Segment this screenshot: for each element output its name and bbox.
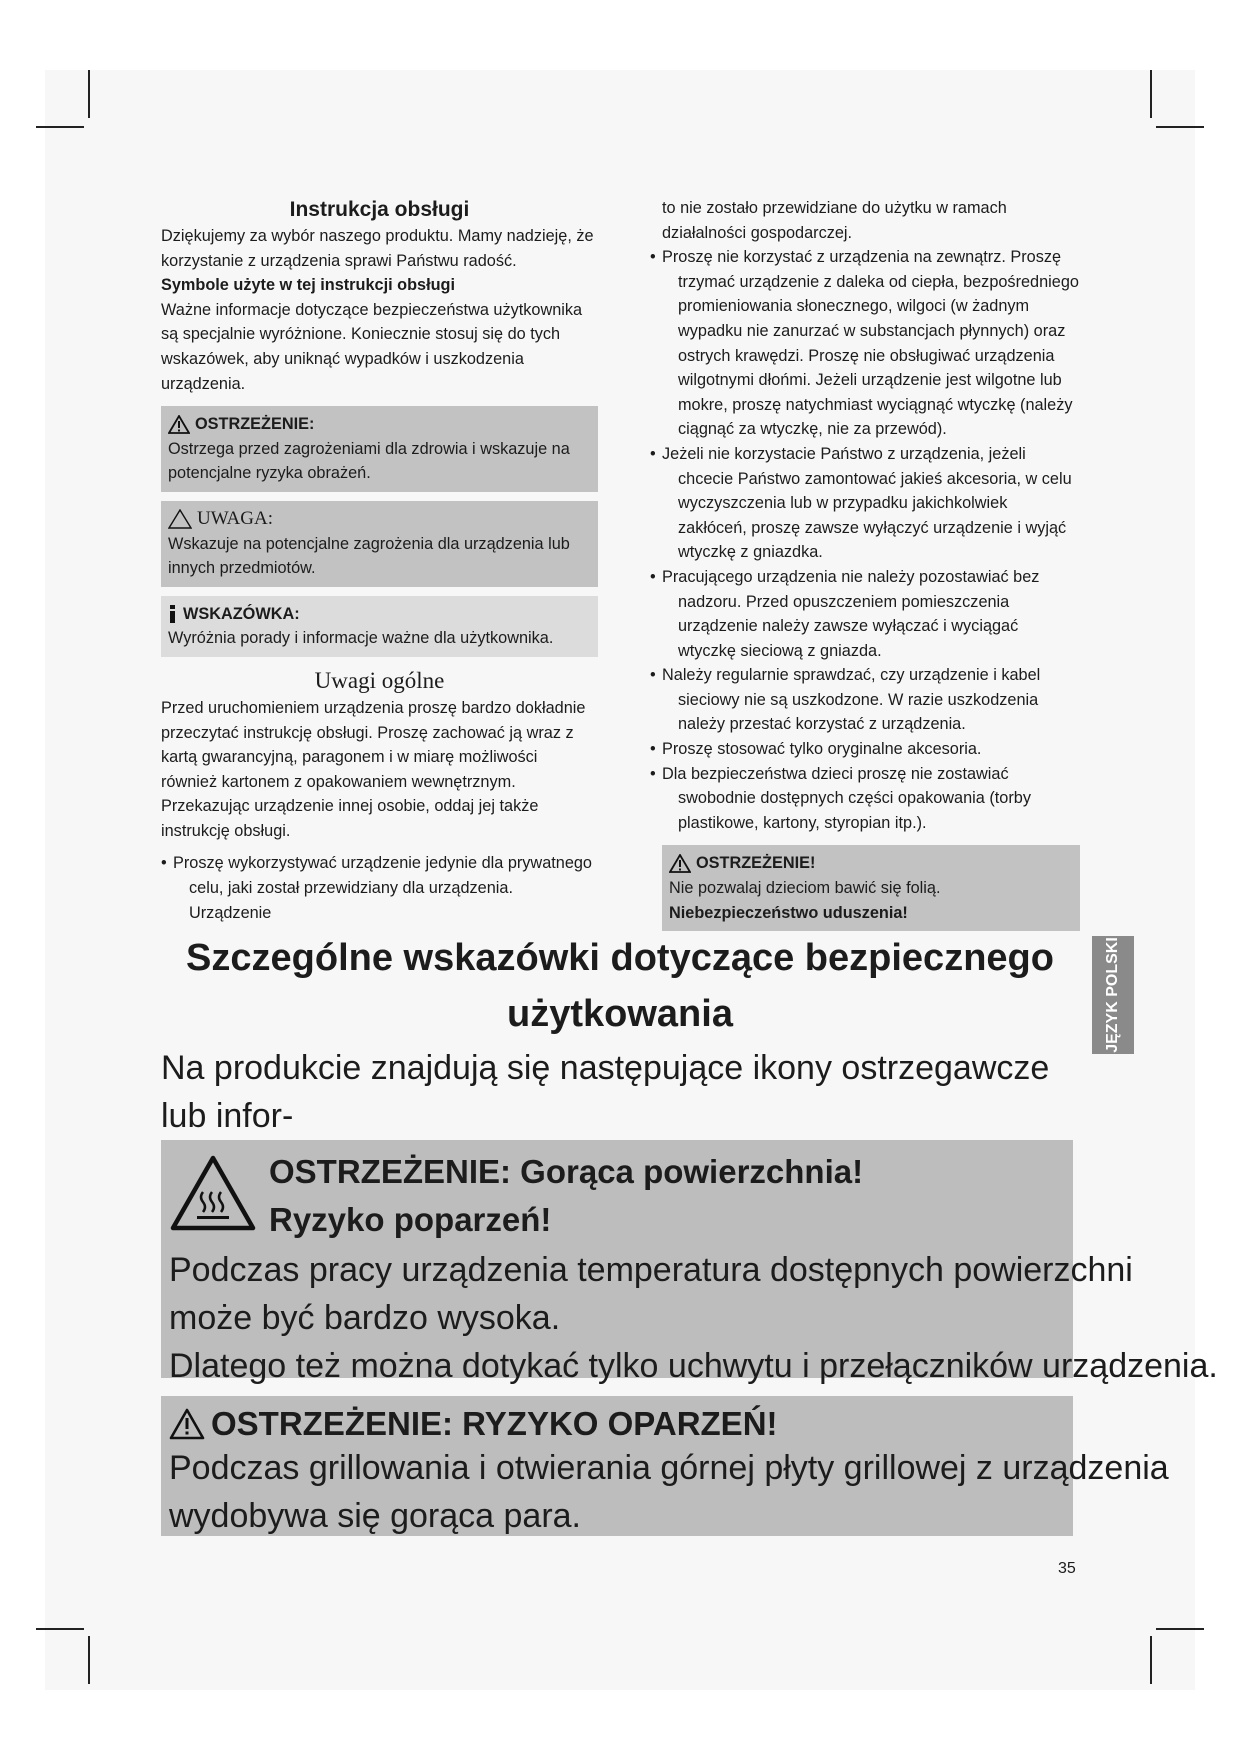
general-bullets xyxy=(161,851,598,925)
hot-surface-warning-icon xyxy=(169,1154,257,1232)
hot-surface-body-line2: może być bardzo wysoka. xyxy=(169,1299,561,1337)
warning-box xyxy=(161,406,598,492)
note-label: WSKAZÓWKA: xyxy=(183,604,300,623)
warning-triangle-icon xyxy=(168,509,192,529)
hot-surface-warning-box xyxy=(161,1140,1218,1385)
info-icon xyxy=(168,605,177,623)
warning-triangle-icon xyxy=(669,854,691,873)
burn-risk-warning-box xyxy=(161,1396,1169,1536)
burn-risk-title-text: OSTRZEŻENIE: RYZYKO OPARZEŃ! xyxy=(211,1405,778,1442)
language-tab-label: JĘZYK POLSKI xyxy=(1104,937,1121,1053)
hot-surface-body-line3: Dlatego też można dotykać tylko uchwytu i przełączników urządzenia. xyxy=(169,1347,1218,1385)
crop-mark xyxy=(1150,70,1152,118)
note-box-title xyxy=(168,602,591,627)
hot-surface-title-line1: OSTRZEŻENIE: Gorąca powierzchnia! xyxy=(269,1153,864,1190)
crop-mark xyxy=(1156,126,1204,128)
children-warning-line2: Niebezpieczeństwo uduszenia! xyxy=(669,903,908,922)
burn-risk-body-line1: Podczas grillowania i otwierania górnej płyty grillowej z urządzenia xyxy=(169,1449,1169,1487)
hot-surface-title xyxy=(269,1148,863,1244)
general-paragraph: Przed uruchomieniem urządzenia proszę bardzo dokładnie przeczytać instrukcję obsługi. Proszę zachować ją wraz z kartą gwarancyjną, paragonem i w miarę możliwości również kartonem z opakowaniem wewnętrznym. Przekazując urządzenie innej osobie, oddaj jej także instrukcję obsługi. xyxy=(161,698,586,840)
left-column xyxy=(161,196,598,925)
children-warning-title xyxy=(669,851,1073,876)
list-item: • Pracującego urządzenia nie należy pozostawiać bez nadzoru. Przed opuszczeniem pomieszczenia urządzenie należy zawsze wyłączać i wyciągać wtyczkę sieciową z gniazda. xyxy=(650,565,1080,663)
list-item: • Dla bezpieczeństwa dzieci proszę nie zostawiać swobodnie dostępnych części opakowania (torby plastikowe, kartony, styropian itp.). xyxy=(650,762,1080,836)
language-tab xyxy=(1092,936,1134,1054)
crop-mark xyxy=(36,126,84,128)
children-warning-box xyxy=(662,845,1080,931)
page-number: 35 xyxy=(1058,1560,1076,1577)
caution-text: Wskazuje na potencjalne zagrożenia dla urządzenia lub innych przedmiotów. xyxy=(168,534,570,578)
crop-mark xyxy=(88,1636,90,1684)
right-column xyxy=(650,196,1080,940)
crop-mark xyxy=(1156,1628,1204,1630)
hot-surface-body-line1: Podczas pracy urządzenia temperatura dostępnych powierzchni xyxy=(169,1251,1133,1289)
children-warning-label: OSTRZEŻENIE! xyxy=(696,854,816,873)
burn-risk-body xyxy=(169,1444,1169,1540)
special-intro-line1: Na produkcie znajdują się następujące ikony ostrzegawcze lub infor- xyxy=(161,1049,1050,1135)
hot-surface-title-line2: Ryzyko poparzeń! xyxy=(269,1201,552,1238)
caution-box xyxy=(161,501,598,587)
note-box xyxy=(161,596,598,657)
crop-mark xyxy=(36,1628,84,1630)
burn-risk-title xyxy=(169,1400,778,1448)
manual-title: Instrukcja obsługi xyxy=(289,198,470,221)
caution-box-title xyxy=(168,507,591,532)
warning-box-title xyxy=(168,412,591,437)
children-warning-line1: Nie pozwalaj dzieciom bawić się folią. xyxy=(669,879,941,898)
list-item: • Proszę wykorzystywać urządzenie jedynie dla prywatnego celu, jaki został przewidziany dla urządzenia. Urządzenie xyxy=(161,851,598,925)
list-item: • Należy regularnie sprawdzać, czy urządzenie i kabel sieciowy nie są uszkodzone. W razie uszkodzenia należy przestać korzystać z urządzenia. xyxy=(650,663,1080,737)
burn-risk-body-line2: wydobywa się gorąca para. xyxy=(169,1497,582,1535)
symbols-paragraph: Ważne informacje dotyczące bezpieczeństwa użytkownika są specjalnie wyróżnione. Koniecznie stosuj się do tych wskazówek, aby uniknąć wypadków i uszkodzenia urządzenia. xyxy=(161,300,583,393)
special-title-line1: Szczególne wskazówki dotyczące bezpiecznego xyxy=(186,937,1054,979)
warning-label: OSTRZEŻENIE: xyxy=(195,415,315,434)
safety-bullets xyxy=(650,245,1080,835)
special-title-line2: użytkowania xyxy=(507,993,733,1035)
hot-surface-body xyxy=(169,1246,1218,1390)
note-text: Wyróżnia porady i informacje ważne dla użytkownika. xyxy=(168,629,554,648)
warning-triangle-icon xyxy=(169,1408,205,1440)
list-item: • Jeżeli nie korzystacie Państwo z urządzenia, jeżeli chcecie Państwo zamontować jakieś akcesoria, w celu wyczyszczenia lub w przypadku jakichkolwiek zakłóceń, proszę zawsze wyłączyć urządzenie i wyjąć wtyczkę z gniazdka. xyxy=(650,442,1080,565)
general-heading: Uwagi ogólne xyxy=(314,667,445,693)
crop-mark xyxy=(88,70,90,118)
list-item: • Proszę stosować tylko oryginalne akcesoria. xyxy=(650,737,1080,762)
intro-paragraph: Dziękujemy za wybór naszego produktu. Mamy nadzieję, że korzystanie z urządzenia sprawi Państwu radość. xyxy=(161,227,594,270)
symbols-heading: Symbole użyte w tej instrukcji obsługi xyxy=(161,276,456,295)
caution-label: UWAGA: xyxy=(197,507,273,529)
warning-text: Ostrzega przed zagrożeniami dla zdrowia i wskazuje na potencjalne ryzyka obrażeń. xyxy=(168,439,570,483)
continuation-text: to nie zostało przewidziane do użytku w ramach działalności gospodarczej. xyxy=(662,199,1007,242)
crop-mark xyxy=(1150,1636,1152,1684)
list-item: • Proszę nie korzystać z urządzenia na zewnątrz. Proszę trzymać urządzenie z daleka od ciepła, bezpośredniego promieniowania słonecznego, wilgoci (w żadnym wypadku nie zanurzać w substancjach płynnych) oraz ostrych krawędzi. Proszę nie obsługiwać urządzenia wilgotnymi dłońmi. Jeżeli urządzenie jest wilgotne lub mokre, proszę natychmiast wyciągnąć wtyczkę (należy ciągnąć za wtyczkę, nie za przewód). xyxy=(650,245,1080,442)
warning-triangle-icon xyxy=(168,415,190,434)
special-section-title xyxy=(150,930,1090,1042)
